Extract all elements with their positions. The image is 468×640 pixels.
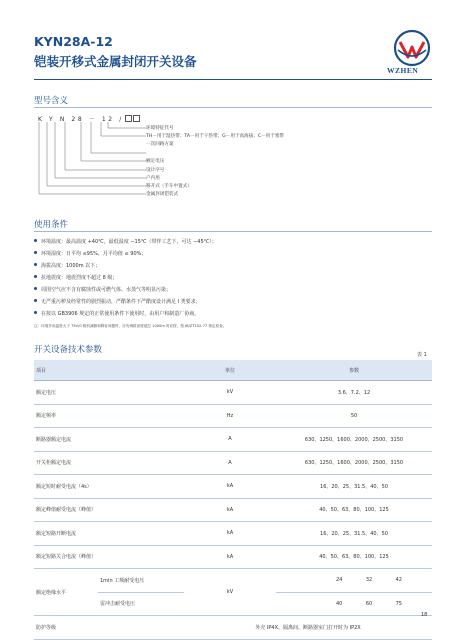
cell-value: 16、20、25、31.5、40、50 <box>276 475 432 499</box>
cell-value: 16、20、25、31.5、40、50 <box>276 522 432 546</box>
table-number: 表 1 <box>417 352 427 358</box>
conditions-note: 注：环境开用温度大于 75V/0 相机减额和降容问题时，应有海拔高度超过 1000m 时应按，按 JB/ZT102-77 规定检查。 <box>34 324 227 328</box>
cell-value: 50 <box>276 404 432 428</box>
page-number: 18 <box>421 612 428 618</box>
section-divider <box>34 231 432 232</box>
cell-item: 额定短路关合电流（峰值） <box>34 545 184 569</box>
table-row <box>34 498 432 522</box>
table-row <box>34 404 432 428</box>
table-row <box>34 451 432 475</box>
cell-item: 断路器额定电流 <box>34 428 184 452</box>
legend-item: 户内用 <box>146 176 160 181</box>
header-item: 项目 <box>34 360 184 381</box>
cell-value: 40 <box>336 600 343 607</box>
condition-item: 周围空气应不含有腐蚀性或可燃气体、水蒸气等明显污染； <box>34 286 171 293</box>
cell-item: 额定频率 <box>34 404 184 428</box>
legend-item: 移开式（手车中置式） <box>146 184 192 189</box>
cell-item: 额定峰值耐受电流（峰值） <box>34 498 184 522</box>
cell-unit: kV <box>184 569 276 616</box>
cell-value: 630、1250、1600、2000、2500、3150 <box>276 428 432 452</box>
cell-unit: kA <box>184 545 276 569</box>
cell-item: 额定短路开断电流 <box>34 522 184 546</box>
section-title-conditions: 使用条件 <box>34 220 69 230</box>
cell-value: 40、50、63、80、100、125 <box>276 498 432 522</box>
cell-unit: kA <box>184 498 276 522</box>
cell-value: 3.6、7.2、12 <box>276 381 432 405</box>
header-value: 参数 <box>276 360 432 381</box>
table-row <box>34 381 432 405</box>
table-row <box>34 569 432 593</box>
header-divider <box>34 79 432 80</box>
code-box <box>133 115 140 122</box>
cell-unit: kA <box>184 522 276 546</box>
cell-value: 630、1250、1600、2000、2500、3150 <box>276 451 432 475</box>
cell-value-group <box>276 569 432 593</box>
cell-value: 75 <box>395 600 402 607</box>
cell-item: 额定绝缘水平 <box>34 569 98 616</box>
cell-unit: kA <box>184 475 276 499</box>
cell-subitem: 雷冲击耐受电压 <box>98 592 184 616</box>
cell-item: 额定短时耐受电流（4s） <box>34 475 184 499</box>
legend-item: 环境特征代号 <box>146 126 174 131</box>
legend-item: 一次回路方案 <box>146 142 174 147</box>
cell-value: 60 <box>365 600 373 607</box>
cell-value-group <box>276 592 432 616</box>
section-divider <box>34 107 432 108</box>
product-title: 铠装开移式金属封闭开关设备 <box>34 54 197 69</box>
section-title-params: 开关设备技术参数 <box>34 345 103 355</box>
condition-item: 海拔高度：1000m 以下； <box>34 262 100 269</box>
cell-item: 额定电压 <box>34 381 184 405</box>
cell-item: 防护等级 <box>34 616 184 640</box>
table-row <box>34 428 432 452</box>
cell-value: 32 <box>365 577 373 584</box>
table-row <box>34 475 432 499</box>
section-title-model-meaning: 型号含义 <box>34 96 69 106</box>
brand-logo-text: WZHEN <box>387 66 419 75</box>
code-box <box>125 115 132 122</box>
legend-item: 金属封闭铠装式 <box>146 192 179 197</box>
cell-value: 外壳 IP4X、隔离间、断路器室门打开时为 IP2X <box>184 616 432 640</box>
condition-item: 环境温度：最高温度 +40℃，最低温度 −15℃（带伴工艺下，可达 −45℃）； <box>34 238 217 245</box>
condition-item: 在按以 GB3906 规定的正常使用条件下使用时，由用户和制造厂协商。 <box>34 310 199 317</box>
condition-item: 环境湿度：日平均 ≤95%，月平均值 ≤ 90%； <box>34 250 146 257</box>
table-header-row <box>34 360 432 381</box>
cell-value: 40、50、63、80、100、125 <box>276 545 432 569</box>
cell-value: 42 <box>395 577 402 584</box>
cell-item: 开关柜额定电流 <box>34 451 184 475</box>
params-table <box>34 360 432 640</box>
table-row <box>34 545 432 569</box>
table-row <box>34 616 432 640</box>
cell-unit: kV <box>184 381 276 405</box>
table-row <box>34 522 432 546</box>
legend-item: TH－用于湿热带；TA－用于干热带；G－用于高海拔；C－用于寒带 <box>146 134 285 139</box>
cell-unit: A <box>184 428 276 452</box>
model-title: KYN28A-12 <box>34 34 113 49</box>
model-code-bracket-lines <box>38 122 148 197</box>
cell-unit: A <box>184 451 276 475</box>
header-unit: 单位 <box>184 360 276 381</box>
legend-item: 设计序号 <box>146 168 165 173</box>
legend-item: 额定电压 <box>146 159 165 164</box>
condition-item: 无严重污秽及经常性的剧烈振动，严酷条件下严酷度设计满足 I 类要求； <box>34 298 201 305</box>
condition-item: 抗地震度：地震烈度不超过 8 级； <box>34 274 117 281</box>
cell-subitem: 1min 工频耐受电压 <box>98 569 184 593</box>
model-code-prefix: K Y N 28 － 12 / <box>38 116 124 123</box>
cell-unit: Hz <box>184 404 276 428</box>
cell-value: 24 <box>336 577 343 584</box>
